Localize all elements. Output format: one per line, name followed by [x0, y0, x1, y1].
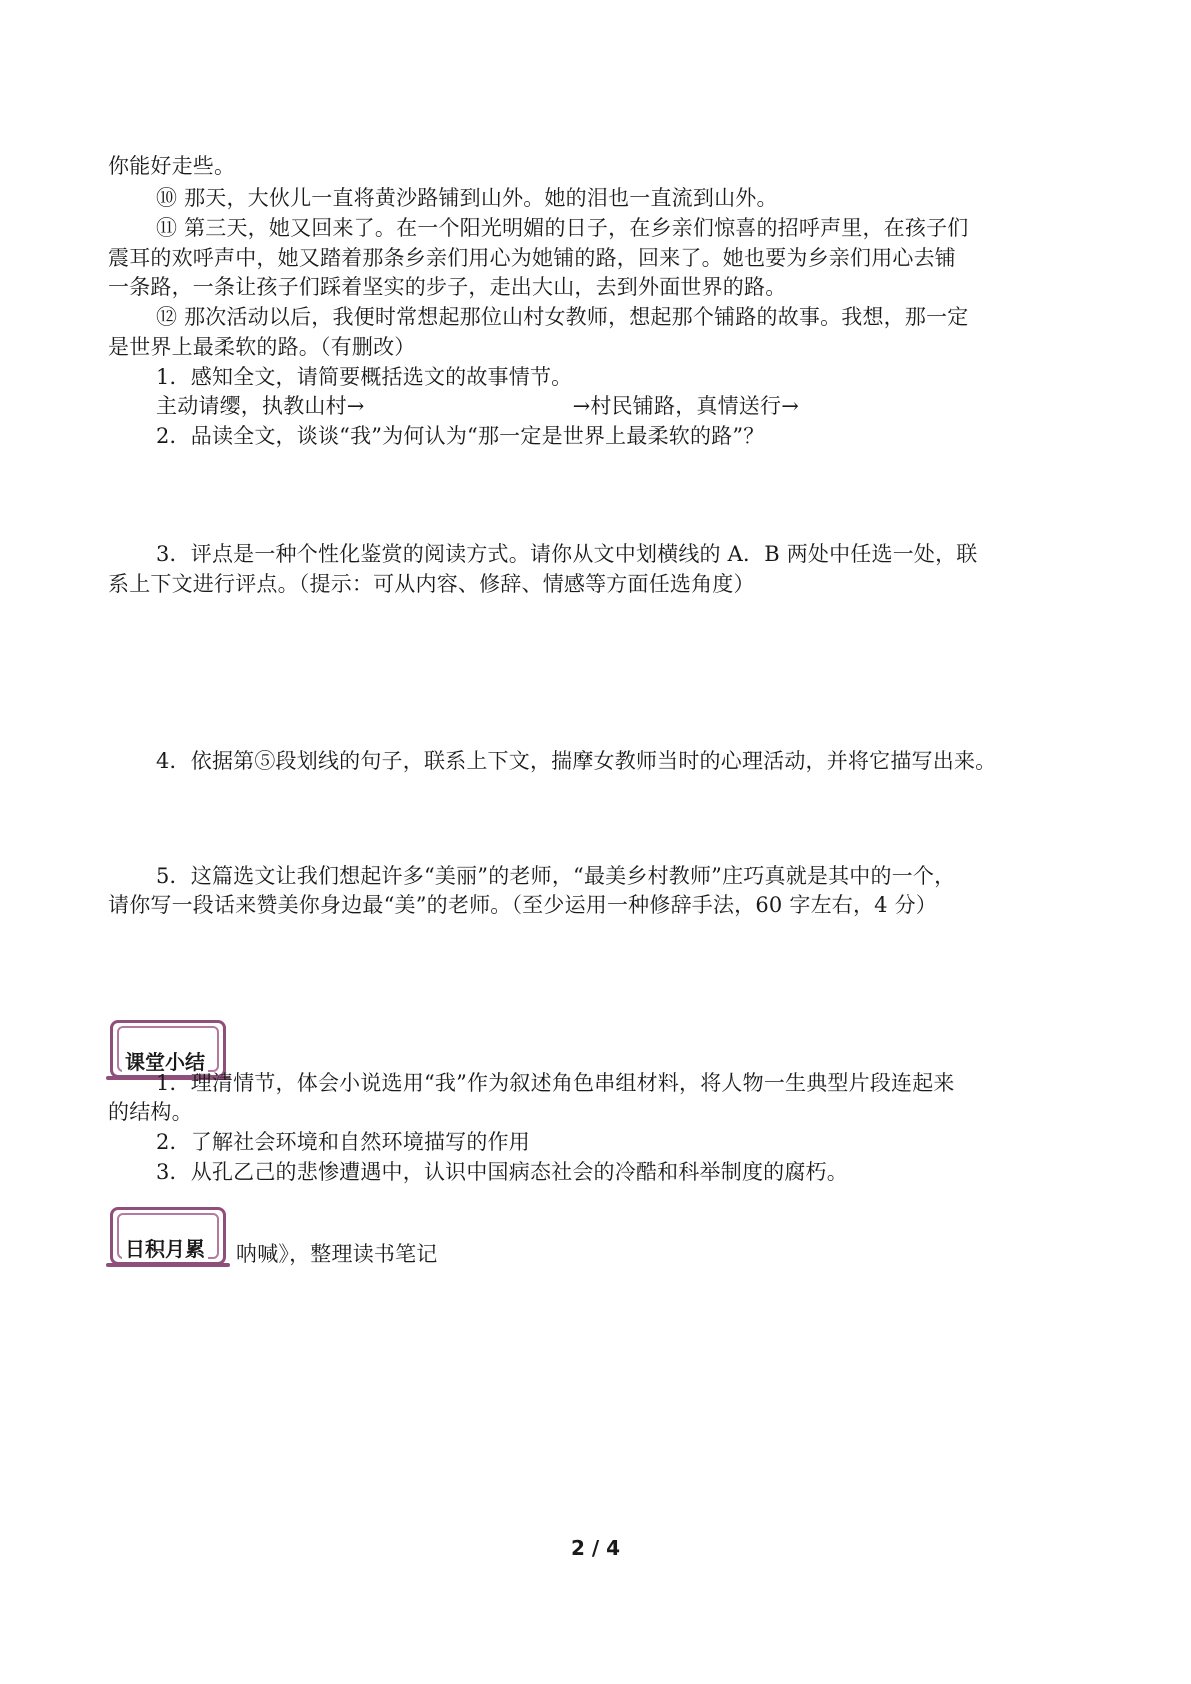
passage-p11-line2: 震耳的欢呼声中，她又踏着那条乡亲们用心为她铺的路，回来了。她也要为乡亲们用心去铺: [108, 246, 956, 270]
passage-p12-line1: ⑫ 那次活动以后，我便时常想起那位山村女教师，想起那个铺路的故事。我想，那一定: [156, 305, 969, 329]
summary-item-2: 2．了解社会环境和自然环境描写的作用: [156, 1130, 530, 1154]
question-1-left: 主动请缨，执教山村→: [156, 394, 365, 418]
passage-p9-tail: 你能好走些。: [108, 154, 236, 178]
question-3-line2: 系上下文进行评点。（提示：可从内容、修辞、情感等方面任选角度）: [108, 572, 755, 596]
page-number: 2 / 4: [570, 1536, 621, 1560]
question-4: 4．依据第⑤段划线的句子，联系上下文，揣摩女教师当时的心理活动，并将它描写出来。: [156, 749, 997, 773]
summary-item-1-line2: 的结构。: [108, 1100, 193, 1124]
accumulate-label-underline: [106, 1263, 230, 1267]
question-2: 2．品读全文，谈谈“我”为何认为“那一定是世界上最柔软的路”？: [156, 424, 765, 448]
question-1: 1．感知全文，请简要概括选文的故事情节。: [156, 365, 573, 389]
question-1-right: →村民铺路，真情送行→: [572, 394, 799, 418]
question-1-plot-chain: [156, 392, 799, 420]
passage-p10: ⑩ 那天，大伙儿一直将黄沙路铺到山外。她的泪也一直流到山外。: [156, 186, 778, 210]
summary-item-1-line1: 1．理清情节，体会小说选用“我”作为叙述角色串组材料，将人物一生典型片段连起来: [156, 1071, 955, 1095]
passage-p11-line1: ⑪ 第三天，她又回来了。在一个阳光明媚的日子，在乡亲们惊喜的招呼声里，在孩子们: [156, 216, 969, 240]
accumulate-label: 日积月累: [122, 1237, 208, 1261]
summary-item-3: 3．从孔乙己的悲惨遭遇中，认识中国病态社会的冷酷和科举制度的腐朽。: [156, 1160, 848, 1184]
accumulate-text: 呐喊》，整理读书笔记: [236, 1242, 438, 1266]
passage-p11-line3: 一条路，一条让孩子们踩着坚实的步子，走出大山，去到外面世界的路。: [108, 275, 787, 299]
summary-label: 课堂小结: [122, 1050, 208, 1074]
accumulate-label-box: [110, 1207, 230, 1269]
question-3-line1: 3．评点是一种个性化鉴赏的阅读方式。请你从文中划横线的 A．B 两处中任选一处，联: [156, 542, 978, 566]
question-5-line1: 5．这篇选文让我们想起许多“美丽”的老师，“最美乡村教师”庄巧真就是其中的一个，: [156, 864, 956, 888]
passage-p12-line2: 是世界上最柔软的路。（有删改）: [108, 335, 416, 359]
question-5-line2: 请你写一段话来赞美你身边最“美”的老师。（至少运用一种修辞手法，60 字左右，4 分）: [108, 893, 938, 917]
